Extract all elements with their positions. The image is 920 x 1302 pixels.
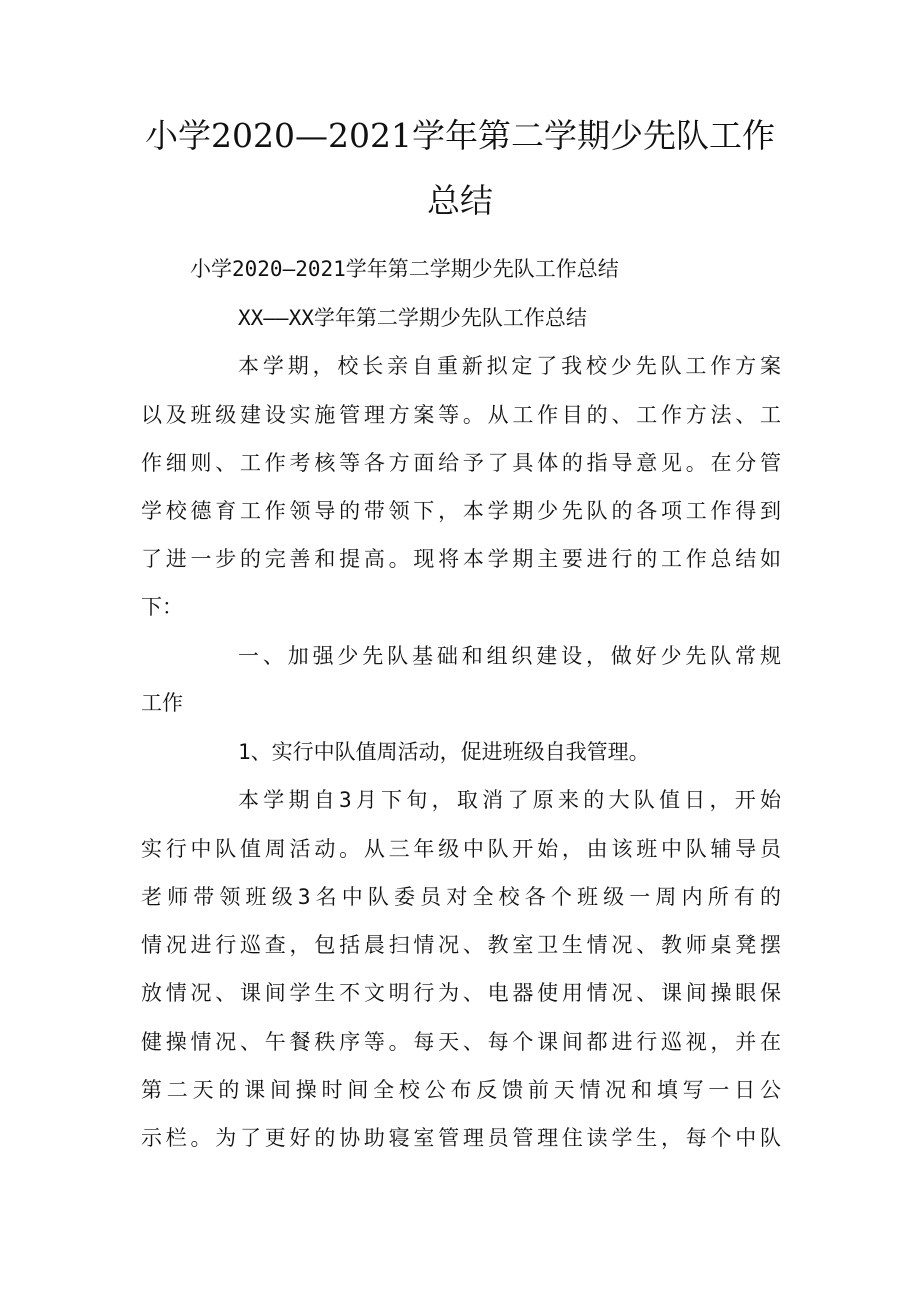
paragraph-2-line: 第二天的课间操时间全校公布反馈前天情况和填写一日公	[141, 1078, 781, 1102]
subtitle-line-1: 小学2020—2021学年第二学期少先队工作总结	[190, 257, 619, 281]
document-title-line-1: 小学2020—2021学年第二学期少先队工作	[145, 116, 775, 155]
paragraph-1-line: 了进一步的完善和提高。现将本学期主要进行的工作总结如	[141, 547, 781, 571]
paragraph-2-line: 本学期自3月下旬，取消了原来的大队值日，开始	[238, 788, 781, 812]
paragraph-2-line: 实行中队值周活动。从三年级中队开始，由该班中队辅导员	[141, 837, 781, 861]
paragraph-2-line: 健操情况、午餐秩序等。每天、每个课间都进行巡视，并在	[141, 1030, 781, 1054]
paragraph-1-line: 以及班级建设实施管理方案等。从工作目的、工作方法、工	[141, 403, 781, 427]
paragraph-1-line: 作细则、工作考核等各方面给予了具体的指导意见。在分管	[141, 451, 781, 475]
paragraph-1-line: 学校德育工作领导的带领下，本学期少先队的各项工作得到	[141, 499, 781, 523]
paragraph-1-line: 下：	[141, 595, 183, 619]
document-title-line-2: 总结	[427, 181, 493, 220]
subtitle-line-2: XX——XX学年第二学期少先队工作总结	[238, 306, 587, 330]
paragraph-2-line: 情况进行巡查，包括晨扫情况、教室卫生情况、教师桌凳摆	[141, 933, 781, 957]
paragraph-2-line: 示栏。为了更好的协助寝室管理员管理住读学生，每个中队	[141, 1126, 781, 1150]
section-heading-1-line: 工作	[141, 691, 183, 715]
paragraph-1-line: 本学期，校长亲自重新拟定了我校少先队工作方案	[238, 354, 781, 378]
paragraph-2-line: 老师带领班级3名中队委员对全校各个班级一周内所有的	[141, 885, 781, 909]
section-heading-1-line: 一、加强少先队基础和组织建设，做好少先队常规	[238, 644, 781, 668]
section-heading-2: 1、实行中队值周活动，促进班级自我管理。	[238, 740, 650, 764]
paragraph-2-line: 放情况、课间学生不文明行为、电器使用情况、课间操眼保	[141, 981, 781, 1005]
